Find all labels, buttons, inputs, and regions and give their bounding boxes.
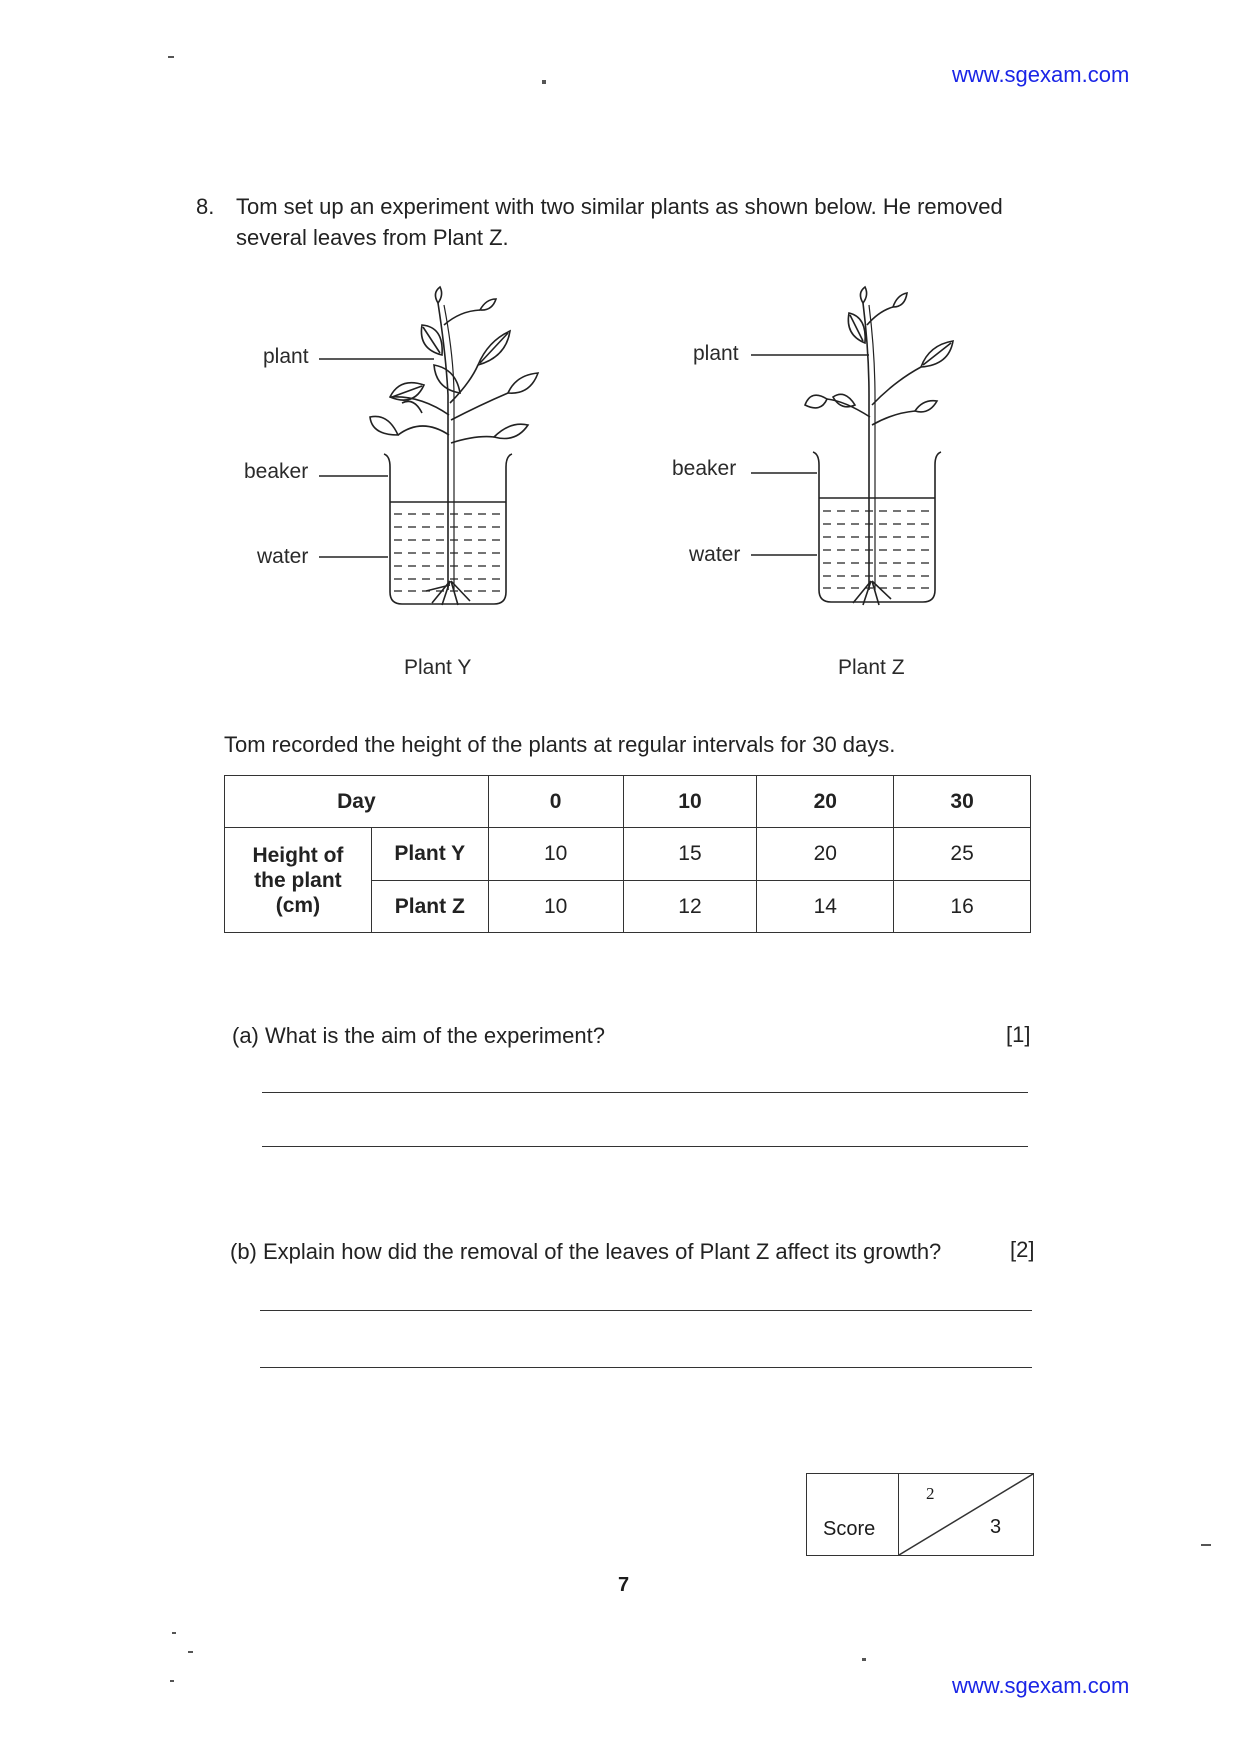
height-cell: 10 [488, 828, 623, 881]
plant-z-caption: Plant Z [838, 656, 905, 679]
plant-y-diagram [310, 285, 540, 615]
score-divider-diagonal [899, 1474, 1033, 1555]
day-cell: 30 [894, 776, 1031, 828]
part-b-answer-line-2[interactable] [260, 1367, 1032, 1368]
plant-name-cell: Plant Y [371, 828, 488, 881]
day-header-cell: Day [225, 776, 489, 828]
question-stem-line2: several leaves from Plant Z. [236, 225, 509, 250]
score-label: Score [823, 1518, 876, 1540]
plant-name-cell: Plant Z [371, 881, 488, 933]
height-cell: 25 [894, 828, 1031, 881]
day-cell: 0 [488, 776, 623, 828]
part-a-answer-line-2[interactable] [262, 1146, 1028, 1147]
score-total: 3 [990, 1516, 1002, 1538]
plant-y-beaker-label: beaker [244, 460, 309, 483]
height-cell: 14 [757, 881, 894, 933]
part-a-question: (a) What is the aim of the experiment? [232, 1023, 605, 1048]
height-cell: 16 [894, 881, 1031, 933]
height-cell: 12 [623, 881, 757, 933]
plant-y-plant-label: plant [263, 345, 309, 368]
row-group-label-cell [225, 828, 372, 933]
part-b-answer-line-1[interactable] [260, 1310, 1032, 1311]
question-number: 8. [196, 194, 215, 219]
part-a-answer-line-1[interactable] [262, 1092, 1028, 1093]
plant-z-plant-label: plant [693, 342, 739, 365]
plant-z-diagram [745, 285, 975, 615]
table-header-row [225, 776, 1031, 828]
plant-z-beaker-label: beaker [672, 457, 737, 480]
watermark-top[interactable]: www.sgexam.com [952, 62, 1130, 87]
row-group-label-line: Height of [252, 843, 344, 867]
page-number: 7 [618, 1574, 630, 1596]
height-cell: 15 [623, 828, 757, 881]
height-cell: 10 [488, 881, 623, 933]
table-intro: Tom recorded the height of the plants at regular intervals for 30 days. [224, 732, 896, 757]
day-cell: 10 [623, 776, 757, 828]
plant-y-water-label: water [257, 545, 309, 568]
part-b-question: (b) Explain how did the removal of the leaves of Plant Z affect its growth? [230, 1239, 942, 1264]
part-b-marks: [2] [1010, 1237, 1035, 1262]
score-obtained: 2 [926, 1484, 935, 1503]
score-label-cell [807, 1474, 899, 1555]
score-box [806, 1473, 1034, 1556]
day-cell: 20 [757, 776, 894, 828]
row-group-label-line: (cm) [275, 893, 321, 917]
row-group-label-line: the plant [254, 868, 342, 892]
plant-z-water-label: water [689, 543, 741, 566]
height-cell: 20 [757, 828, 894, 881]
watermark-bottom[interactable]: www.sgexam.com [952, 1673, 1130, 1698]
plant-y-caption: Plant Y [404, 656, 472, 679]
results-table [224, 775, 1031, 933]
question-stem-line1: Tom set up an experiment with two similar plants as shown below. He removed [236, 194, 1003, 219]
part-a-marks: [1] [1006, 1022, 1031, 1047]
table-row [225, 828, 1031, 881]
